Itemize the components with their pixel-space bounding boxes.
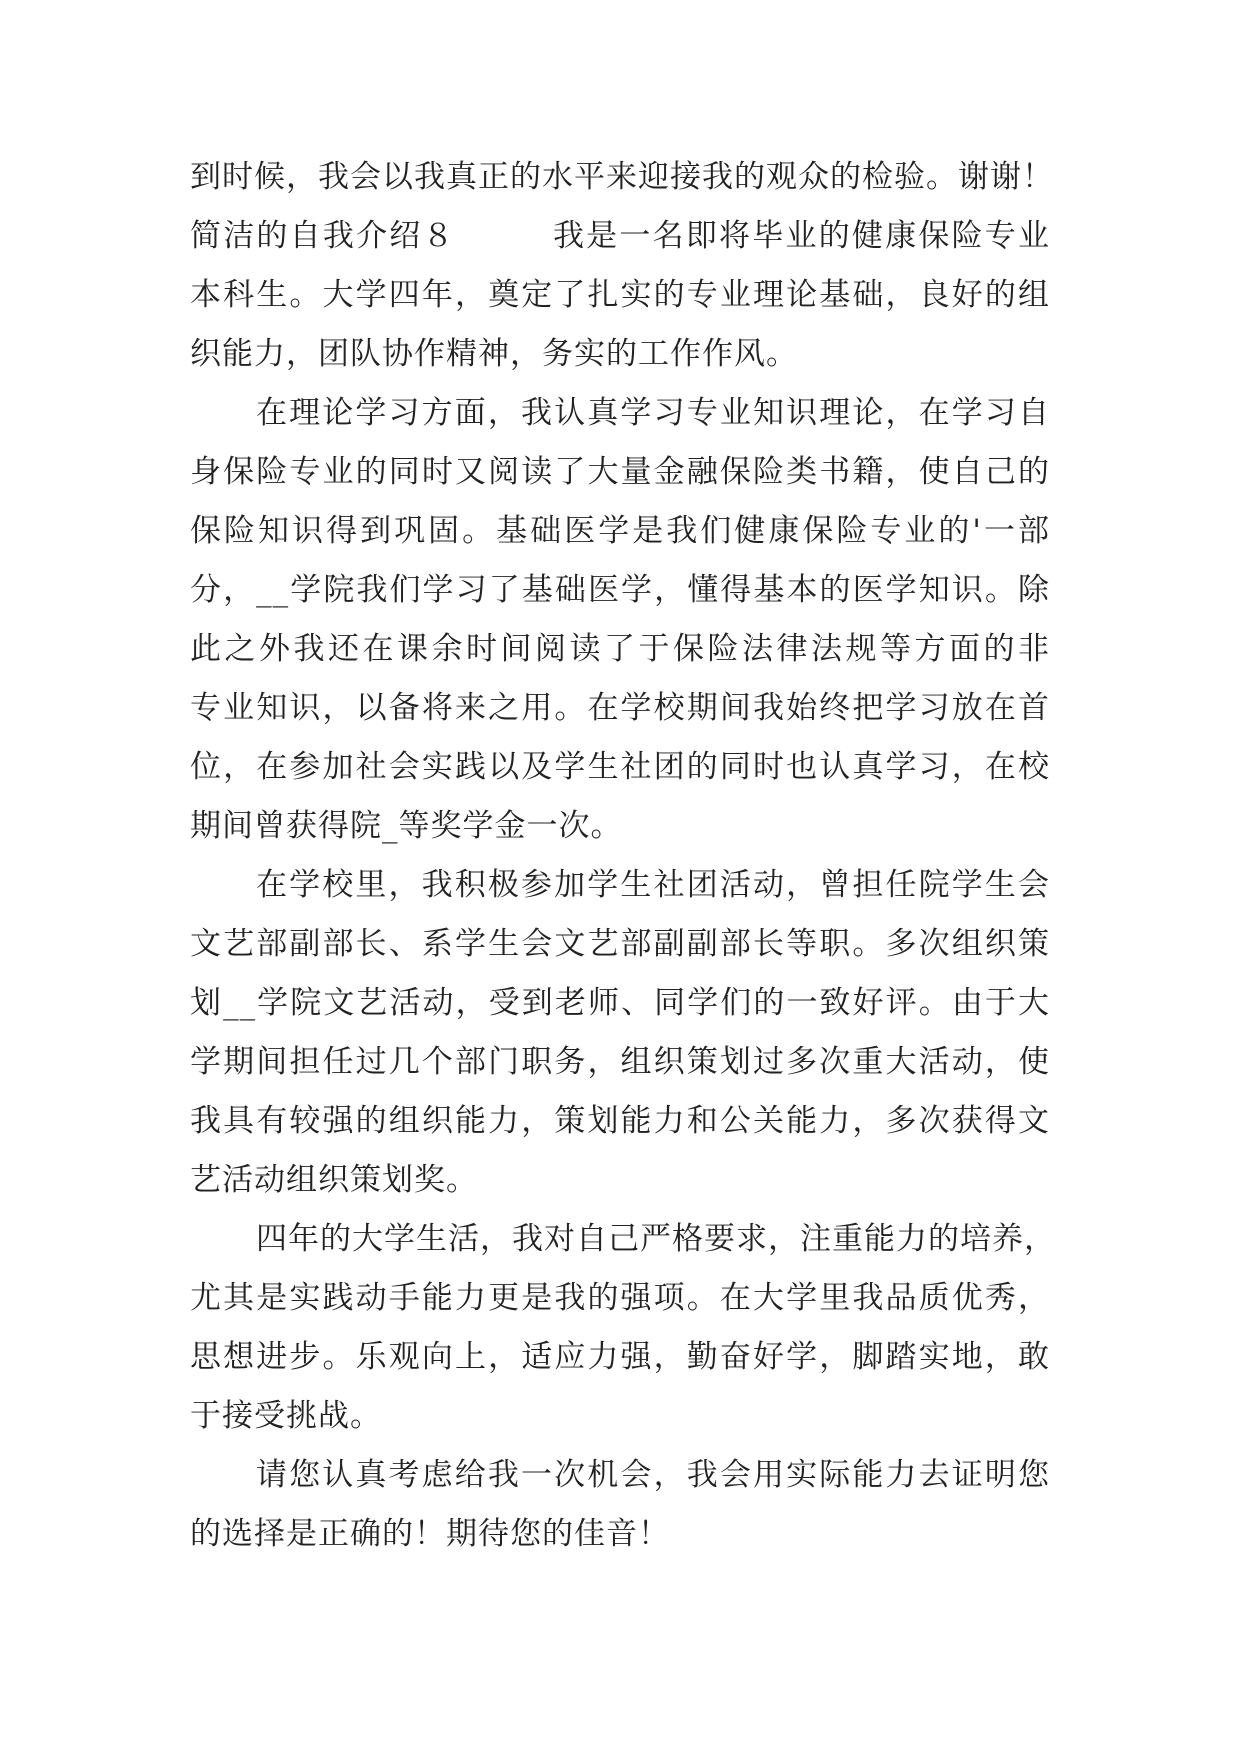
text-line (190, 207, 1050, 266)
text-line: 艺活动组织策划奖。 (190, 1162, 478, 1198)
section-heading: 简洁的自我介绍８ (190, 218, 456, 254)
text-line: 划__学院文艺活动，受到老师、同学们的一致好评。由于大 (190, 985, 1050, 1021)
text-line: 思想进步。乐观向上，适应力强，勤奋好学，脚踏实地，敢 (190, 1339, 1050, 1375)
paragraph-school-activities (190, 856, 1050, 1210)
paragraph-closing-request (190, 1446, 1050, 1564)
text-line: 身保险专业的同时又阅读了大量金融保险类书籍，使自己的 (190, 454, 1050, 490)
paragraph-college-life (190, 1210, 1056, 1446)
text-fragment: 我是一名即将毕业的健康保险专业 (551, 218, 1051, 254)
text-line: 于接受挑战。 (190, 1398, 382, 1434)
text-line: 位，在参加社会实践以及学生社团的同时也认真学习，在校 (190, 749, 1050, 785)
document-body (190, 148, 1056, 1564)
text-line: 在理论学习方面，我认真学习专业知识理论，在学习自 (256, 395, 1050, 431)
text-line: 分，__学院我们学习了基础医学，懂得基本的医学知识。除 (190, 572, 1050, 608)
paragraph-self-intro (190, 207, 1050, 384)
paragraph-theory-study (190, 384, 1050, 856)
text-line: 四年的大学生活，我对自己严格要求，注重能力的培养， (256, 1221, 1056, 1257)
text-line: 期间曾获得院_等奖学金一次。 (190, 808, 623, 844)
text-line: 文艺部副部长、系学生会文艺部副副部长等职。多次组织策 (190, 926, 1050, 962)
paragraph-closing-remark (190, 148, 1054, 207)
text-line: 织能力，团队协作精神，务实的工作作风。 (190, 336, 798, 372)
text-line: 到时候，我会以我真正的水平来迎接我的观众的检验。谢谢！ (190, 159, 1054, 195)
text-line: 本科生。大学四年，奠定了扎实的专业理论基础，良好的组 (190, 277, 1050, 313)
text-line: 的选择是正确的！期待您的佳音！ (190, 1516, 670, 1552)
text-line: 尤其是实践动手能力更是我的强项。在大学里我品质优秀， (190, 1280, 1050, 1316)
text-line: 专业知识，以备将来之用。在学校期间我始终把学习放在首 (190, 690, 1050, 726)
text-line: 请您认真考虑给我一次机会，我会用实际能力去证明您 (256, 1457, 1050, 1493)
text-line: 我具有较强的组织能力，策划能力和公关能力，多次获得文 (190, 1103, 1050, 1139)
text-line: 保险知识得到巩固。基础医学是我们健康保险专业的'一部 (190, 513, 1050, 549)
text-line: 在学校里，我积极参加学生社团活动，曾担任院学生会 (256, 867, 1050, 903)
text-line: 学期间担任过几个部门职务，组织策划过多次重大活动，使 (190, 1044, 1050, 1080)
text-line: 此之外我还在课余时间阅读了于保险法律法规等方面的非 (190, 631, 1050, 667)
